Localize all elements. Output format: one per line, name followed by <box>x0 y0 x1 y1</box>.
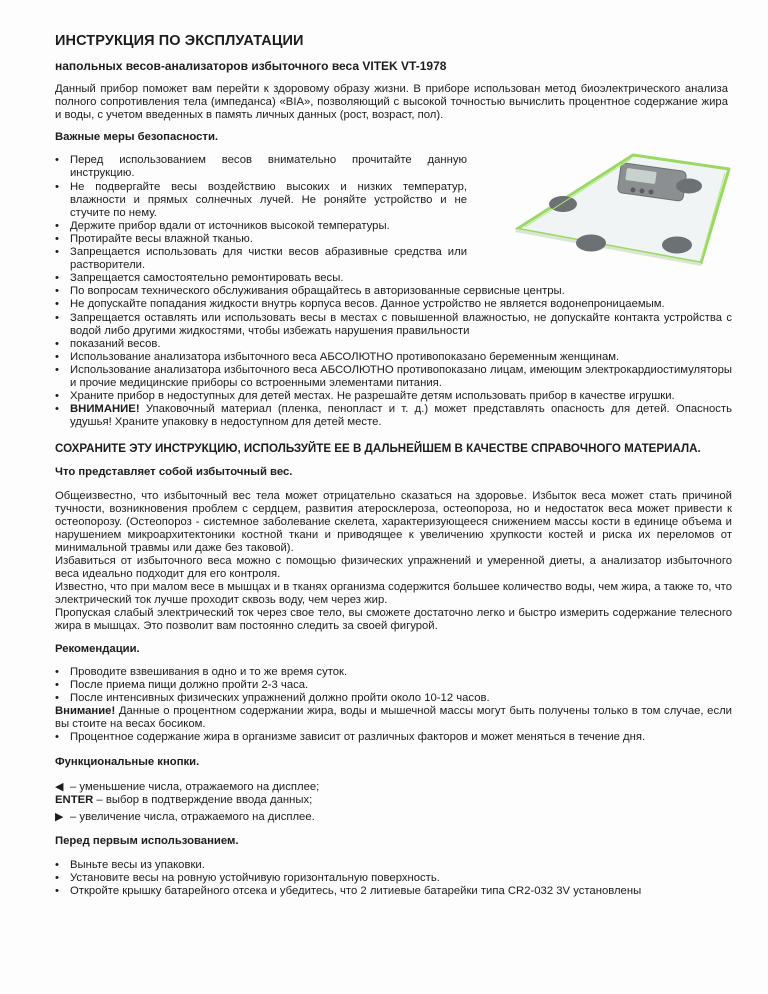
recommendations-list-2 <box>55 731 732 744</box>
enter-button-line <box>55 794 732 807</box>
intro-paragraph: Данный прибор поможет вам перейти к здоровому образу жизни. В приборе использован метод биоэлектрического анализа полного сопротивления тела (импеданса) «BIA», позволяющий с высокой точностью вычислить процентное содержание жира и воды, с учетом введенных в память личных данных (рост, возраст, пол). <box>55 83 728 122</box>
buttons-heading: Функциональные кнопки. <box>55 756 200 769</box>
list-item: • После приема пищи должно пройти 2-3 часа. <box>55 679 732 692</box>
list-item: • показаний весов. <box>55 338 732 351</box>
safety-heading: Важные меры безопасности. <box>55 131 219 144</box>
right-arrow-icon: ▶ <box>55 810 64 823</box>
list-item: • По вопросам технического обслуживания обращайтесь в авторизованные сервисные центры. <box>55 285 732 298</box>
list-item: • Выньте весы из упаковки. <box>55 859 732 872</box>
list-item: • Не подвергайте весы воздействию высоких и низких температур, влажности и прямых солнечных лучей. Не роняйте устройство и не стучите по нему. <box>55 181 732 220</box>
attention-label: Внимание! <box>55 704 116 717</box>
list-item: • Запрещается оставлять или использовать весы в местах с повышенной влажностью, не допускайте контакта устройства с водой либо другими жидкостями, чтобы избежать нарушения правильности <box>55 312 732 338</box>
save-notice: СОХРАНИТЕ ЭТУ ИНСТРУКЦИЮ, ИСПОЛЬЗУЙТЕ ЕЕ В ДАЛЬНЕЙШЕМ В КАЧЕСТВЕ СПРАВОЧНОГО МАТЕРИАЛА. <box>55 442 701 456</box>
scale-illustration <box>505 147 735 267</box>
list-item: • После интенсивных физических упражнений должно пройти около 10-12 часов. <box>55 692 732 705</box>
right-button-line <box>55 811 732 824</box>
list-item: • Перед использованием весов внимательно прочитайте данную инструкцию. <box>55 154 732 180</box>
first-use-list <box>55 859 732 898</box>
recommendations-heading: Рекомендации. <box>55 642 140 655</box>
page-subtitle: напольных весов-анализаторов избыточного веса VITEK VT-1978 <box>55 59 447 73</box>
list-item: • Храните прибор в недоступных для детей местах. Не разрешайте детям использовать прибор в качестве игрушки. <box>55 390 732 403</box>
overweight-paragraph-2: Избавиться от избыточного веса можно с помощью физических упражнений и умеренной диеты, а анализатор избыточного веса идеально подходит для его контроля. <box>55 555 732 581</box>
attention-text: Данные о процентном содержании жира, воды и мышечной массы могут быть получены только в том случае, если вы стоите на весах босиком. <box>55 704 732 731</box>
attention-paragraph <box>55 705 732 731</box>
list-item: • Запрещается использовать для чистки весов абразивные средства или растворители. <box>55 246 732 272</box>
enter-label: ENTER <box>55 794 94 807</box>
list-item: • Использование анализатора избыточного веса АБСОЛЮТНО противопоказано беременным женщинам. <box>55 351 732 364</box>
left-arrow-icon: ◀ <box>55 781 64 794</box>
overweight-paragraph-1: Общеизвестно, что избыточный вес тела может отрицательно сказаться на здоровье. Избыток веса может стать причиной тучности, возникновения проблем с сердцем, развития атеросклероза, остеопороза, но и недостаток веса может привести к остеопорозу. (Остеопороз - системное заболевание скелета, характеризующееся снижением массы кости в единице объема и нарушением микроархитектоники костной ткани и приводящее к увеличению хрупкости костей и риска их переломов от минимальной травмы или даже без таковой). <box>55 489 732 554</box>
list-item: • Откройте крышку батарейного отсека и убедитесь, что 2 литиевые батарейки типа CR2-032 3V установлены <box>55 885 732 898</box>
list-item: • Использование анализатора избыточного веса АБСОЛЮТНО противопоказано лицам, имеющим электрокардиостимуляторы и прочие медицинские приборы со встроенными элементами питания. <box>55 364 732 390</box>
overweight-heading: Что представляет собой избыточный вес. <box>55 466 293 479</box>
list-item: • Процентное содержание жира в организме зависит от различных факторов и может меняться в течение дня. <box>55 731 732 744</box>
warning-item <box>55 403 732 429</box>
list-item: • Держите прибор вдали от источников высокой температуры. <box>55 220 732 233</box>
first-use-heading: Перед первым использованием. <box>55 834 239 847</box>
overweight-paragraph-4: Пропуская слабый электрический ток через свое тело, вы сможете достаточно легко и быстро измерить содержание телесного жира в мышцах. Это позволит вам постоянно следить за своей фигурой. <box>55 607 732 633</box>
left-button-line <box>55 781 732 794</box>
warning-text: Упаковочный материал (пленка, пенопласт и т. д.) может представлять опасность для детей. Опасность удушья! Храните упаковку в недоступном для детей месте. <box>70 403 732 429</box>
list-item: • Протирайте весы влажной тканью. <box>55 233 732 246</box>
overweight-paragraph-3: Известно, что при малом весе в мышцах и в тканях организма содержится большее количество воды, чем жира, а также то, что электрический ток лучше проходит сквозь воду, чем через жир. <box>55 581 732 607</box>
warning-label: ВНИМАНИЕ! <box>70 403 140 416</box>
recommendations-list <box>55 666 732 705</box>
left-button-text: – уменьшение числа, отражаемого на дисплее; <box>70 781 320 794</box>
page-title: ИНСТРУКЦИЯ ПО ЭКСПЛУАТАЦИИ <box>55 33 304 49</box>
list-item: • Не допускайте попадания жидкости внутрь корпуса весов. Данное устройство не является водонепроницаемым. <box>55 298 732 311</box>
list-item: • Проводите взвешивания в одно и то же время суток. <box>55 666 732 679</box>
list-item: • Установите весы на ровную устойчивую горизонтальную поверхность. <box>55 872 732 885</box>
enter-text: – выбор в подтверждение ввода данных; <box>93 794 313 807</box>
list-item: • Запрещается самостоятельно ремонтировать весы. <box>55 272 732 285</box>
right-button-text: – увеличение числа, отражаемого на дисплее. <box>70 810 315 823</box>
